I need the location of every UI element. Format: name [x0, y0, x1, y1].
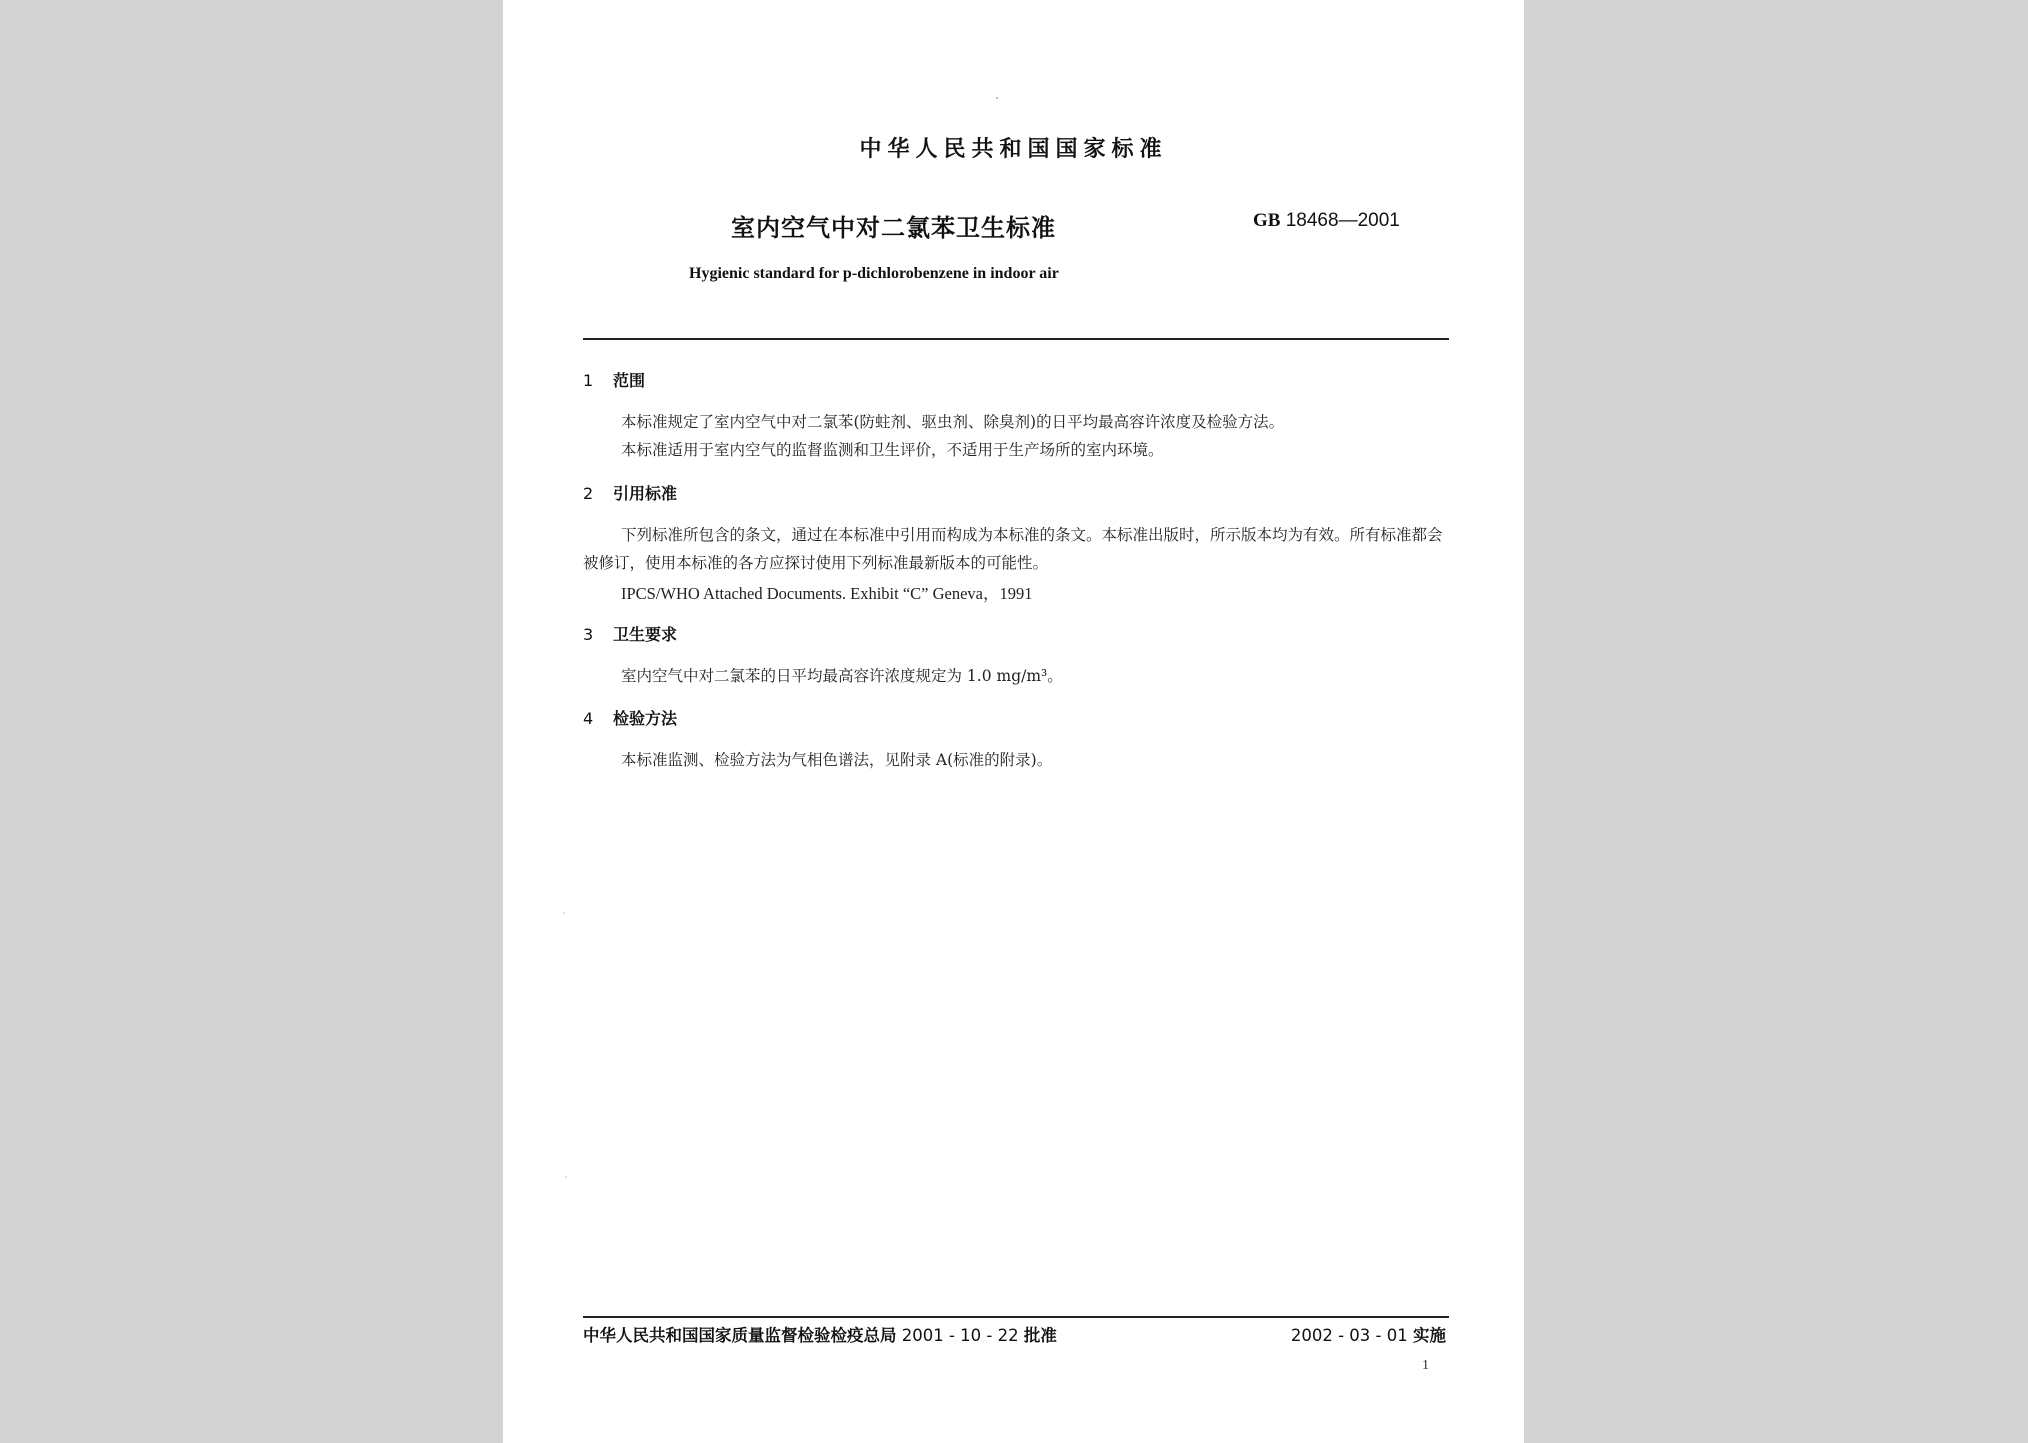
- paragraph: 室内空气中对二氯苯的日平均最高容许浓度规定为 1.0 mg/m³。: [621, 667, 1063, 685]
- page-number: 1: [1422, 1358, 1429, 1373]
- section-4-heading: [583, 706, 677, 729]
- approval-label: 批准: [1023, 1326, 1057, 1345]
- paragraph: 下列标准所包含的条文，通过在本标准中引用而构成为本标准的条文。本标准出版时，所示版本均为有效。所有标准都会被修订，使用本标准的各方应探讨使用下列标准最新版本的可能性。: [583, 526, 1443, 572]
- implementation-line: [1291, 1322, 1446, 1346]
- standard-prefix: GB: [1253, 210, 1281, 231]
- standard-number: 18468—2001: [1285, 210, 1400, 231]
- section-number: 3: [583, 625, 594, 644]
- section-number: 1: [583, 371, 594, 390]
- standard-code: [1253, 210, 1400, 232]
- document-page: [503, 0, 1524, 1443]
- section-4-body: [583, 746, 1449, 774]
- scan-speck: [565, 1176, 567, 1178]
- issuing-body-heading: 中华人民共和国国家标准: [859, 137, 1168, 162]
- section-title: 检验方法: [613, 709, 678, 728]
- approval-date: 2001 - 10 - 22: [901, 1326, 1019, 1345]
- reference-citation: IPCS/WHO Attached Documents. Exhibit “C” Geneva，1991: [621, 584, 1033, 603]
- document-title-en: Hygienic standard for p-dichlorobenzene in indoor air: [689, 265, 1059, 282]
- approval-line: [583, 1322, 1057, 1346]
- section-title: 卫生要求: [613, 625, 678, 644]
- paragraph: 本标准适用于室内空气的监督监测和卫生评价，不适用于生产场所的室内环境。: [621, 441, 1164, 459]
- scan-speck: [563, 912, 565, 914]
- section-2-heading: [583, 481, 677, 504]
- section-title: 范围: [613, 371, 646, 390]
- issuing-authority: 中华人民共和国国家质量监督检验检疫总局: [583, 1326, 897, 1345]
- scan-speck: [996, 97, 998, 99]
- footer-divider: [583, 1316, 1449, 1318]
- implementation-label: 实施: [1413, 1326, 1446, 1345]
- section-title: 引用标准: [613, 484, 678, 503]
- implementation-date: 2002 - 03 - 01: [1290, 1326, 1408, 1345]
- section-1-body: [583, 408, 1449, 464]
- section-3-body: [583, 662, 1449, 690]
- paragraph: 本标准监测、检验方法为气相色谱法，见附录 A(标准的附录)。: [621, 751, 1053, 769]
- section-2-body: [583, 521, 1449, 577]
- header-divider: [583, 338, 1449, 340]
- section-number: 2: [583, 484, 594, 503]
- section-3-heading: [583, 622, 677, 645]
- paragraph: 本标准规定了室内空气中对二氯苯(防蛀剂、驱虫剂、除臭剂)的日平均最高容许浓度及检验方法。: [621, 413, 1285, 431]
- section-1-heading: [583, 368, 645, 391]
- section-number: 4: [583, 709, 594, 728]
- document-title-cn: 室内空气中对二氯苯卫生标准: [731, 214, 1056, 242]
